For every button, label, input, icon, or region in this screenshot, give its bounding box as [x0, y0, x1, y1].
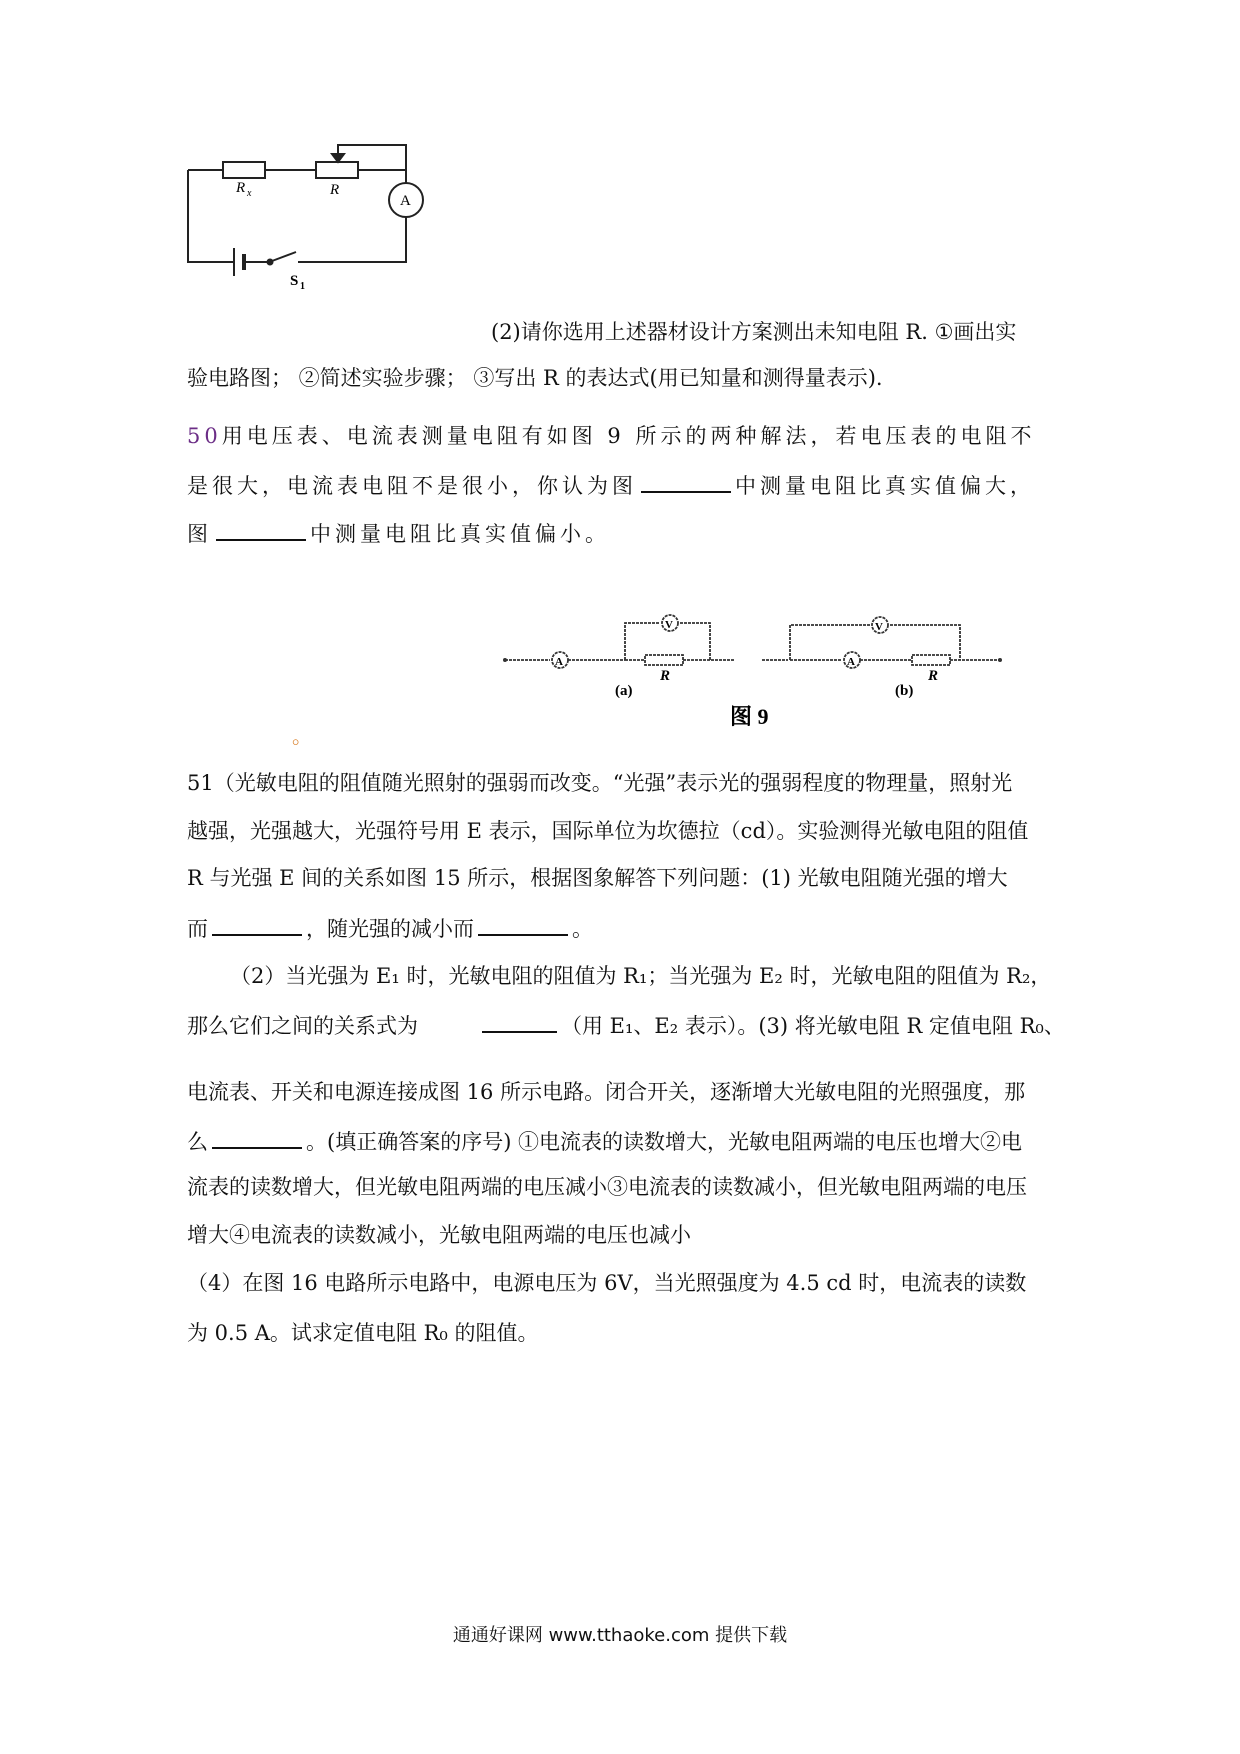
q51-line9: 流表的读数增大，但光敏电阻两端的电压减小③电流表的读数减小，但光敏电阻两端的电压 [187, 1175, 1027, 1199]
circuit-diagram-rx [168, 140, 468, 310]
q51-line4 [187, 912, 593, 944]
q50-text-d: 中测量电阻比真实值偏小。 [310, 522, 610, 546]
circuit-b-label: (b) [895, 683, 914, 699]
answer-blank-3[interactable] [212, 912, 302, 936]
q51-line7: 电流表、开关和电源连接成图 16 所示电路。闭合开关，逐渐增大光敏电阻的光照强度，那 [187, 1080, 1026, 1104]
q51-text-a: 而 [187, 917, 208, 941]
q50-line1 [187, 421, 1035, 451]
q51-line1: 51（光敏电阻的阻值随光照射的强弱而改变。“光强”表示光的强弱程度的物理量，照射光 [187, 771, 1013, 795]
q51-text-c: 。 [572, 917, 593, 941]
q51-text-d: 那么它们之间的关系式为 [187, 1014, 418, 1038]
voltmeter-b-label: V [875, 621, 883, 633]
page-footer: 通通好课网 www.tthaoke.com 提供下载 [452, 1625, 788, 1646]
q51-text-e: （用 E₁、E₂ 表示）。(3) 将光敏电阻 R 定值电阻 R₀、 [561, 1014, 1065, 1038]
q51-line5: （2）当光强为 E₁ 时，光敏电阻的阻值为 R₁；当光强为 E₂ 时，光敏电阻的阻值为 R₂， [230, 964, 1052, 988]
q51-line3: R 与光强 E 间的关系如图 15 所示，根据图象解答下列问题：(1) 光敏电阻随光强的增大 [187, 866, 1008, 890]
q49-line2: 验电路图； ②简述实验步骤； ③写出 R 的表达式(用已知量和测得量表示). [187, 366, 883, 390]
q50-line2 [187, 469, 1035, 501]
stray-mark: 。 [292, 724, 312, 748]
answer-blank-6[interactable] [212, 1125, 302, 1149]
question-number: 50 [187, 424, 222, 448]
q50-text-c: 图 [187, 522, 212, 546]
answer-blank-5[interactable] [482, 1009, 557, 1033]
switch-subscript: 1 [300, 281, 305, 292]
ammeter-a-label: A [555, 656, 563, 668]
q50-line3 [187, 517, 610, 549]
q50-text-a: 是很大，电流表电阻不是很小，你认为图 [187, 474, 637, 498]
q51-line8 [187, 1125, 1022, 1157]
answer-blank-4[interactable] [478, 912, 568, 936]
q51-line11: （4）在图 16 电路所示电路中，电源电压为 6V，当光照强度为 4.5 cd 时，电流表的读数 [187, 1271, 1027, 1295]
q51-text-g: 。(填正确答案的序号) ①电流表的读数增大，光敏电阻两端的电压也增大②电 [306, 1130, 1023, 1154]
rx-label: R [236, 180, 246, 196]
switch-label: S [290, 273, 299, 289]
q51-line2: 越强，光强越大，光强符号用 E 表示，国际单位为坎德拉（cd）。实验测得光敏电阻的阻值 [187, 819, 1029, 843]
figure-9 [500, 605, 1010, 735]
rx-subscript: x [247, 188, 252, 199]
q51-line6 [187, 1009, 1065, 1041]
ammeter-label: A [400, 193, 411, 209]
resistor-a-label: R [660, 668, 671, 684]
q51-text-b: ，随光强的减小而 [306, 917, 474, 941]
voltmeter-a-label: V [665, 619, 673, 631]
r-label: R [330, 182, 340, 198]
circuit-a-label: (a) [615, 683, 633, 699]
figure-9-caption: 图 9 [730, 704, 769, 729]
q50-text-b: 中测量电阻比真实值偏大， [735, 474, 1035, 498]
resistor-b-label: R [928, 668, 939, 684]
q51-text-f: 么 [187, 1130, 208, 1154]
ammeter-b-label: A [847, 656, 855, 668]
q51-line12: 为 0.5 A。试求定值电阻 R₀ 的阻值。 [187, 1321, 539, 1345]
answer-blank-2[interactable] [216, 517, 306, 541]
answer-blank-1[interactable] [641, 469, 731, 493]
q50-text: 用电压表、电流表测量电阻有如图 9 所示的两种解法，若电压表的电阻不 [221, 424, 1036, 448]
q49-line1: (2)请你选用上述器材设计方案测出未知电阻 R. ①画出实 [491, 320, 1017, 344]
q51-line10: 增大④电流表的读数减小，光敏电阻两端的电压也减小 [187, 1223, 691, 1247]
